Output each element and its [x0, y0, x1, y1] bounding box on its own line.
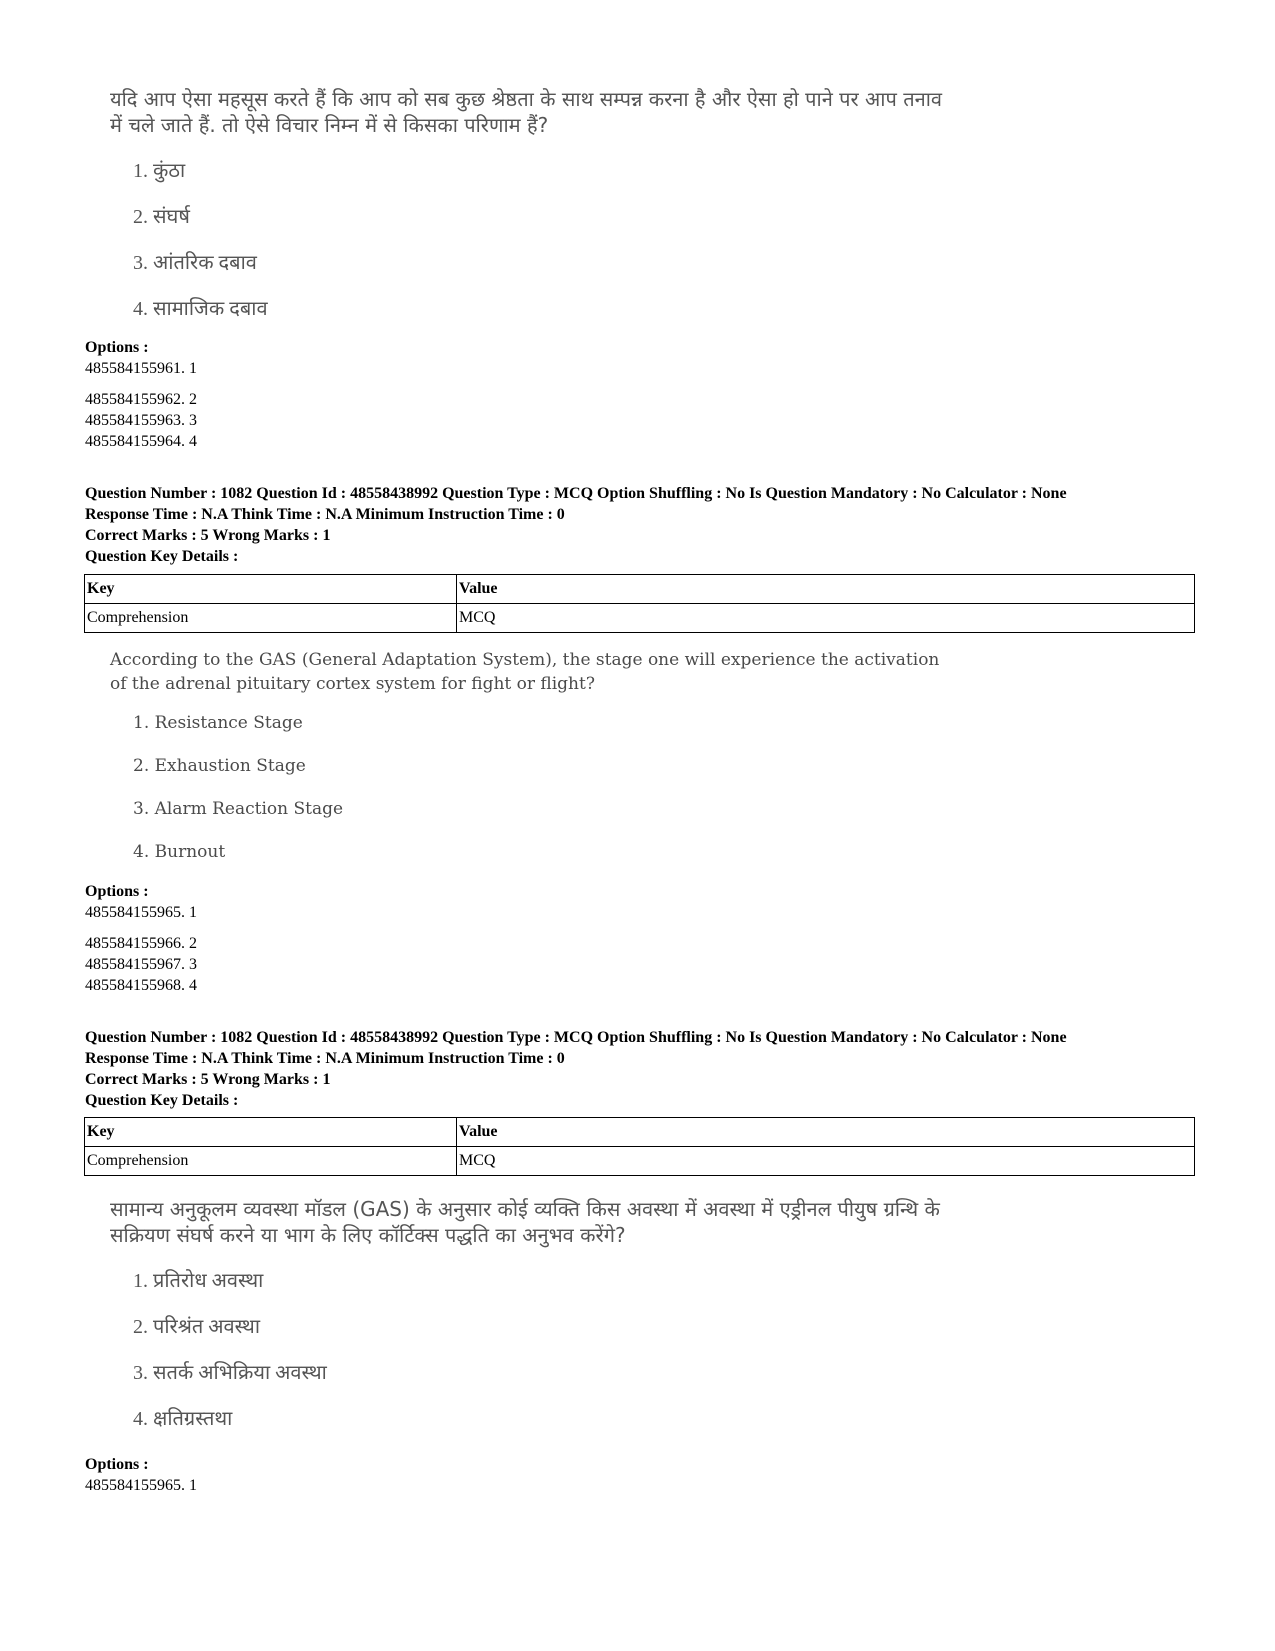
question-meta-line: Correct Marks : 5 Wrong Marks : 1 [85, 527, 331, 544]
question-choice: 2. परिश्रंत अवस्था [133, 1316, 261, 1338]
key-cell: Comprehension [85, 1147, 457, 1176]
key-cell: Comprehension [85, 604, 457, 633]
option-id: 485584155965. 1 [85, 904, 197, 921]
option-id: 485584155965. 1 [85, 1477, 197, 1494]
question-meta-line: Response Time : N.A Think Time : N.A Minimum Instruction Time : 0 [85, 1050, 565, 1067]
question-image-english [110, 648, 960, 696]
question-choice: 4. क्षतिग्रस्तथा [133, 1408, 233, 1430]
question-stem: यदि आप ऐसा महसूस करते हैं कि आप को सब कुछ श्रेष्ठता के साथ सम्पन्न करना है और ऐसा हो पाने पर आप तनाव में चले जाते हैं. तो ऐसे विचार निम्न में से किसका परिणाम हैं? [110, 87, 943, 137]
value-header: Value [457, 1118, 1195, 1147]
value-cell: MCQ [457, 1147, 1195, 1176]
question-choice: 2. Exhaustion Stage [133, 756, 306, 776]
question-meta-line: Question Number : 1082 Question Id : 48558438992 Question Type : MCQ Option Shuffling : No Is Question Mandatory : No Calculator : None [85, 1029, 1067, 1046]
question-choice: 3. Alarm Reaction Stage [133, 799, 344, 819]
value-cell: MCQ [457, 604, 1195, 633]
question-key-details-label: Question Key Details : [85, 1092, 239, 1109]
question-choice: 1. कुंठा [133, 160, 186, 182]
option-id: 485584155964. 4 [85, 433, 197, 450]
question-choice: 3. आंतरिक दबाव [133, 252, 257, 274]
question-key-table [84, 574, 1195, 633]
question-choice: 2. संघर्ष [133, 206, 190, 228]
value-header: Value [457, 575, 1195, 604]
question-stem: According to the GAS (General Adaptation System), the stage one will experience the activation of the adrenal pituitary cortex system for fight or flight? [110, 650, 940, 694]
question-meta-line: Response Time : N.A Think Time : N.A Minimum Instruction Time : 0 [85, 506, 565, 523]
key-header: Key [85, 575, 457, 604]
options-label: Options : [85, 1456, 149, 1473]
question-image-hindi-1 [110, 86, 950, 138]
question-key-details-label: Question Key Details : [85, 548, 239, 565]
question-meta-line: Correct Marks : 5 Wrong Marks : 1 [85, 1071, 331, 1088]
options-label: Options : [85, 883, 149, 900]
option-id: 485584155963. 3 [85, 412, 197, 429]
key-header: Key [85, 1118, 457, 1147]
options-label: Options : [85, 339, 149, 356]
option-id: 485584155961. 1 [85, 360, 197, 377]
question-choice: 4. Burnout [133, 842, 226, 862]
question-choice: 1. Resistance Stage [133, 713, 303, 733]
question-choice: 3. सतर्क अभिक्रिया अवस्था [133, 1362, 327, 1384]
option-id: 485584155967. 3 [85, 956, 197, 973]
question-stem: सामान्य अनुकूलम व्यवस्था मॉडल (GAS) के अनुसार कोई व्यक्ति किस अवस्था में अवस्था में एड्रीनल पीयुष ग्रन्थि के सक्रियण संघर्ष करने या भाग के लिए कॉर्टिक्स पद्धति का अनुभव करेंगे? [110, 1197, 940, 1247]
question-key-table [84, 1117, 1195, 1176]
question-image-hindi-2 [110, 1196, 940, 1248]
question-choice: 1. प्रतिरोध अवस्था [133, 1270, 264, 1292]
question-choice: 4. सामाजिक दबाव [133, 298, 268, 320]
option-id: 485584155962. 2 [85, 391, 197, 408]
question-meta-line: Question Number : 1082 Question Id : 48558438992 Question Type : MCQ Option Shuffling : No Is Question Mandatory : No Calculator : None [85, 485, 1067, 502]
option-id: 485584155966. 2 [85, 935, 197, 952]
option-id: 485584155968. 4 [85, 977, 197, 994]
